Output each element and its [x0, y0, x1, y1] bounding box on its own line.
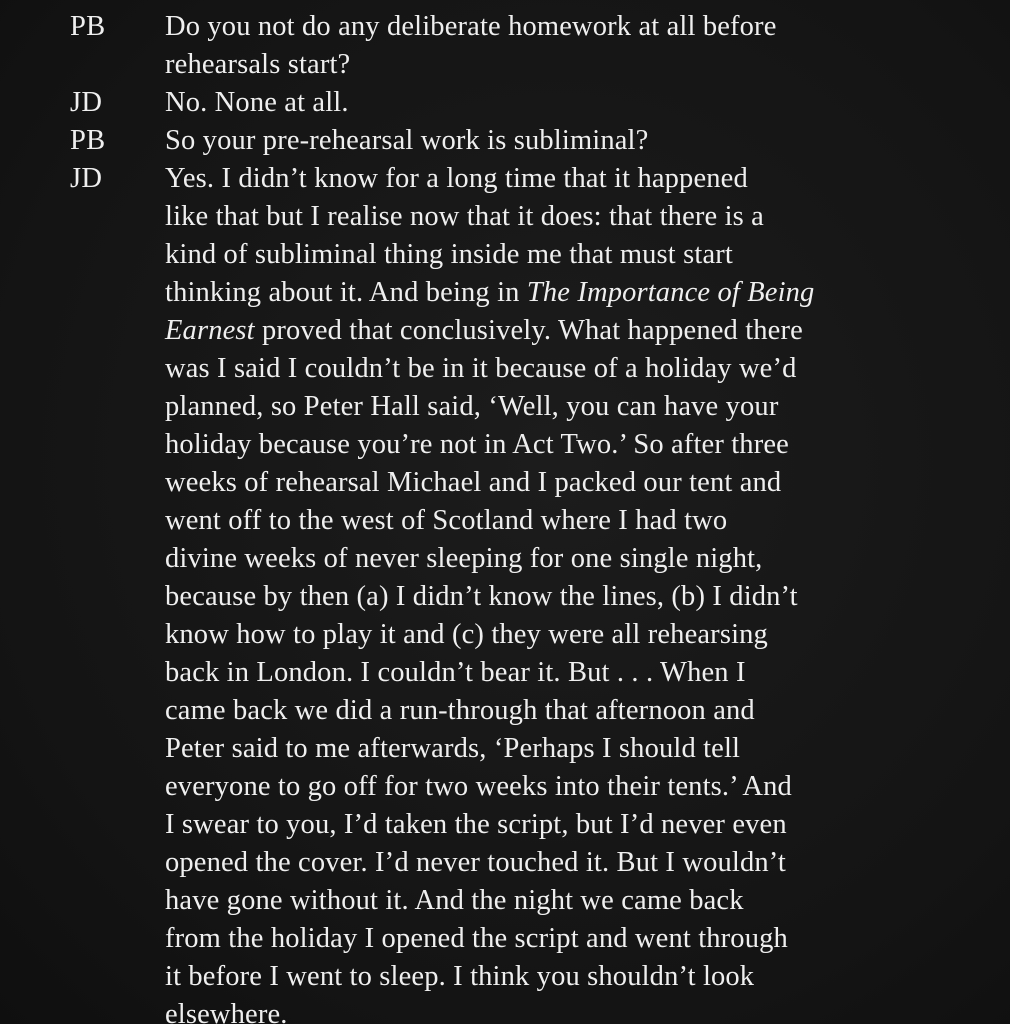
- dialogue-line: like that but I realise now that it does: that there is a: [165, 201, 764, 232]
- dialogue-line: opened the cover. I’d never touched it. But I wouldn’t: [165, 847, 786, 878]
- line-text: thinking about it. And being in: [165, 277, 527, 308]
- dialogue-line: weeks of rehearsal Michael and I packed our tent and: [165, 467, 782, 498]
- dialogue-line: was I said I couldn’t be in it because of a holiday we’d: [165, 353, 797, 384]
- play-title-italic: The Importance of Being: [526, 277, 815, 308]
- dialogue-line-with-title: [165, 278, 814, 307]
- dialogue-line: No. None at all.: [165, 87, 349, 118]
- speaker-label: PB: [70, 11, 106, 42]
- dialogue-line: came back we did a run-through that afternoon and: [165, 695, 755, 726]
- speaker-label: PB: [70, 125, 106, 156]
- dialogue-line: know how to play it and (c) they were all rehearsing: [165, 619, 768, 650]
- dialogue-line: because by then (a) I didn’t know the lines, (b) I didn’t: [165, 581, 798, 612]
- speaker-label: JD: [70, 163, 103, 194]
- dialogue-line: I swear to you, I’d taken the script, but I’d never even: [165, 809, 787, 840]
- dialogue-line: have gone without it. And the night we came back: [165, 885, 744, 916]
- line-text: proved that conclusively. What happened there: [254, 315, 803, 346]
- dialogue-line-with-title: [165, 316, 803, 345]
- dialogue-line: divine weeks of never sleeping for one single night,: [165, 543, 763, 574]
- dialogue-line: it before I went to sleep. I think you shouldn’t look: [165, 961, 755, 992]
- dialogue-line: holiday because you’re not in Act Two.’ So after three: [165, 429, 789, 460]
- dialogue-line: went off to the west of Scotland where I had two: [165, 505, 728, 536]
- dialogue-line: Do you not do any deliberate homework at all before: [165, 11, 777, 42]
- play-title-italic: Earnest: [165, 315, 255, 346]
- dialogue-line: everyone to go off for two weeks into their tents.’ And: [165, 771, 792, 802]
- dialogue-line: kind of subliminal thing inside me that must start: [165, 239, 733, 270]
- dialogue-line: planned, so Peter Hall said, ‘Well, you can have your: [165, 391, 779, 422]
- dialogue-line: rehearsals start?: [165, 49, 351, 80]
- speaker-label: JD: [70, 87, 103, 118]
- dialogue-line: So your pre-rehearsal work is subliminal?: [165, 125, 649, 156]
- dialogue-line: Peter said to me afterwards, ‘Perhaps I should tell: [165, 733, 741, 764]
- dialogue-line: Yes. I didn’t know for a long time that it happened: [165, 163, 748, 194]
- dialogue-line: from the holiday I opened the script and went through: [165, 923, 788, 954]
- dialogue-line: elsewhere.: [165, 999, 288, 1024]
- dialogue-line: back in London. I couldn’t bear it. But . . . When I: [165, 657, 746, 688]
